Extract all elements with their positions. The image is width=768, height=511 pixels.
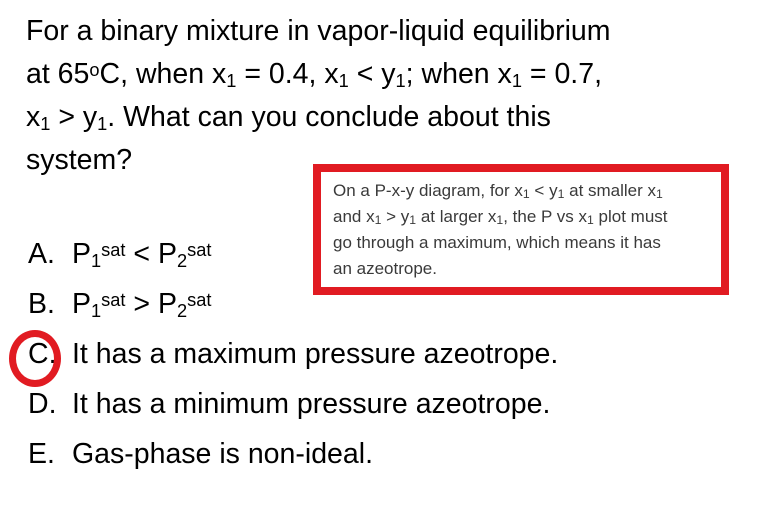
option-label: A. [28,238,55,270]
option-label: C. [28,338,57,370]
question-line: $x_1 > y_1$. What can you conclude about this [26,101,551,134]
question-line: For a binary mixture in vapor-liquid equilibrium [26,15,611,47]
option-label: B. [28,288,55,320]
option-text: $P_1^{sat} > P_2^{sat}$ [72,288,212,321]
question-line: system? [26,144,133,176]
option-text: Gas-phase is non-ideal. [72,438,374,470]
annotation-line: On a P-x-y diagram, for $x_1 < y_1$ at smaller $x_1$ [333,181,663,201]
annotation-line: and $x_1 > y_1$ at larger $x_1$, the P vs $x_1$ plot must [333,207,668,227]
option-text: It has a maximum pressure azeotrope. [72,338,559,370]
annotation-line: go through a maximum, which means it has [333,233,661,252]
option-c [28,339,558,389]
option-e [28,439,558,489]
question-text [26,10,611,182]
option-d [28,389,558,439]
option-a [28,239,558,289]
option-b [28,289,558,339]
option-text: It has a minimum pressure azeotrope. [72,388,551,420]
option-label: D. [28,388,57,420]
option-text: $P_1^{sat} < P_2^{sat}$ [72,238,212,271]
options-list [28,239,558,489]
option-label: E. [28,438,55,470]
question-line: at 65$^o$C, when $x_1 = 0.4$, $x_1 < y_1$; when $x_1 = 0.7$, [26,58,602,91]
annotation-line: an azeotrope. [333,259,437,278]
